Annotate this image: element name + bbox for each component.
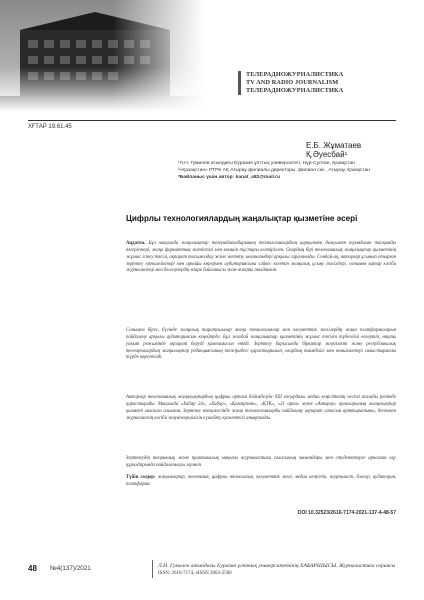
section-line-ru: ТЕЛЕРАДИОЖУРНАЛИСТИКА (246, 87, 344, 94)
abstract-label: Аңдатпа. (126, 241, 146, 246)
xftar-code: ХҒТАР 19.61.45 (28, 124, 72, 130)
affiliations (178, 160, 398, 182)
paragraph-4 (126, 456, 396, 470)
affiliation-1: ¹Л.Н. Гумилев атындағы Еуразия ұлттық университеті, Нұр-Сұлтан, Қазақстан (178, 161, 355, 166)
journal-info (158, 563, 395, 577)
paragraph-3-text: Авторлар телевизиялық жаңалықтардың цифрлы ортаға бейімделуін ХХІ ғасырдағы медиа кеңістіктің негізгі талабы ретінде қарастырады. Мақалада «Хабар 24», «Хабар», «Қазақстан», «ҚТК», «31 арна» және «Атырау» арналарының жаңалықтар қызметі мысалға алынған. Зерттеу нәтижесінде жаңа технологияларды пайдалану ақпарат сапасын арттыратыны, дегенмен журналистің кәсіби жауапкершілігін күшейту қажеттігі анықталды. (126, 395, 396, 421)
paragraph-4-text: Зерттеудің теориялық және практикалық маңызы журналистика саласының мамандары мен студенттерге арналған оқу құралдарында пайдаланылуы мүмкін. (126, 456, 396, 468)
paragraph-2 (126, 328, 396, 362)
paragraph-3 (126, 395, 396, 422)
page-footer (28, 554, 396, 578)
journal-issn: ISSN: 2616-7174, eISSN 2663-2500 (158, 571, 232, 576)
author-2: Қ.Әуесбай¹ (306, 150, 348, 159)
paragraph-2-text: Сонымен бірге, бүгінде жаңалық таратушылар жаңа технологиялар мен әлеуметтік желілердің жаңа платформаларын пайдалану арқылы аудиториясын кеңейтуде. Бұл жағдай жаңалықтар қызметінің жұмыс тәсілін түбегейлі өзгертіп, нақты уақыт режимінде ақпарат беруді қамтамасыз етеді. Зерттеу барысында бірқатар жергілікті және республикалық телеарналардың жаңалықтар редакциясының тәжірибесі қарастырылып, олардың тиімділігі мен кемшіліктері салыстырмалы түрде көрсетілді. (126, 328, 396, 361)
abstract-text: Бұл мақалада жаңалықтар телерадиохабарының технологиялардың қарқынмен дамуымен туындаған тасқынды өзгерістері, жаңа форматтың жетістігі мен кемшін тұстары келтірілген. Олардың бірі телевизиялық жаңалықтар қызметінің жұмыс істеу тәсілі, ақпарат тасымалдау және жеткізу механизмдері арқылы сараланады. Сондай-ақ, авторлар ұсынып отырған зерттеу ерекшеліктері мен арнайы көрермен аудиториясына сәйкес келетін жаңалық ұсыну тәсілдері, сонымен қатар кәсіби журналистер мен блогерлердің өзара байланысы жан-жақты талданған. (126, 241, 396, 274)
article-title: Цифрлы технологиялардың жаңалықтар қызметіне әсері (126, 214, 358, 223)
keywords (126, 475, 396, 489)
doi: DOI 10.32523/2616-7174-2021-137-4-48-57 (297, 510, 396, 516)
section-line-en: TV AND RADIO JOURNALISM (246, 79, 339, 86)
journal-name: Л.Н. Гумилев атындағы Еуразия ұлттық университетінің ХАБАРШЫСЫ. Журналистика сериясы (158, 563, 396, 569)
authors (306, 141, 361, 159)
section-heading (246, 71, 396, 95)
author-1: Е.Б. Жұматаев (306, 141, 362, 150)
keywords-text: жаңалықтар, телевизия, цифрлы технология, әлеуметтік желі, медиа кеңістік, журналист, блогер, аудитория, платформа. (126, 475, 396, 487)
divider (28, 120, 396, 121)
affiliation-2: ²«Қазақстан» РТРК АҚ Атырау филиалы директоры, филиал сағ., Атырау, Қазақстан (178, 168, 370, 174)
footer-separator (152, 560, 153, 578)
section-bar (238, 71, 241, 95)
correspondence: *Байланыс үшін автор: kanat_a82@mail.ru (178, 175, 281, 181)
page-number: 48 (28, 564, 37, 573)
abstract (126, 241, 396, 275)
keywords-label: Түйін сөздер: (126, 475, 156, 480)
section-line-kz: ТЕЛЕРАДИОЖУРНАЛИСТИКА (246, 71, 344, 78)
cover-photo (0, 0, 205, 112)
issue-number: №4(137)/2021 (50, 565, 91, 572)
